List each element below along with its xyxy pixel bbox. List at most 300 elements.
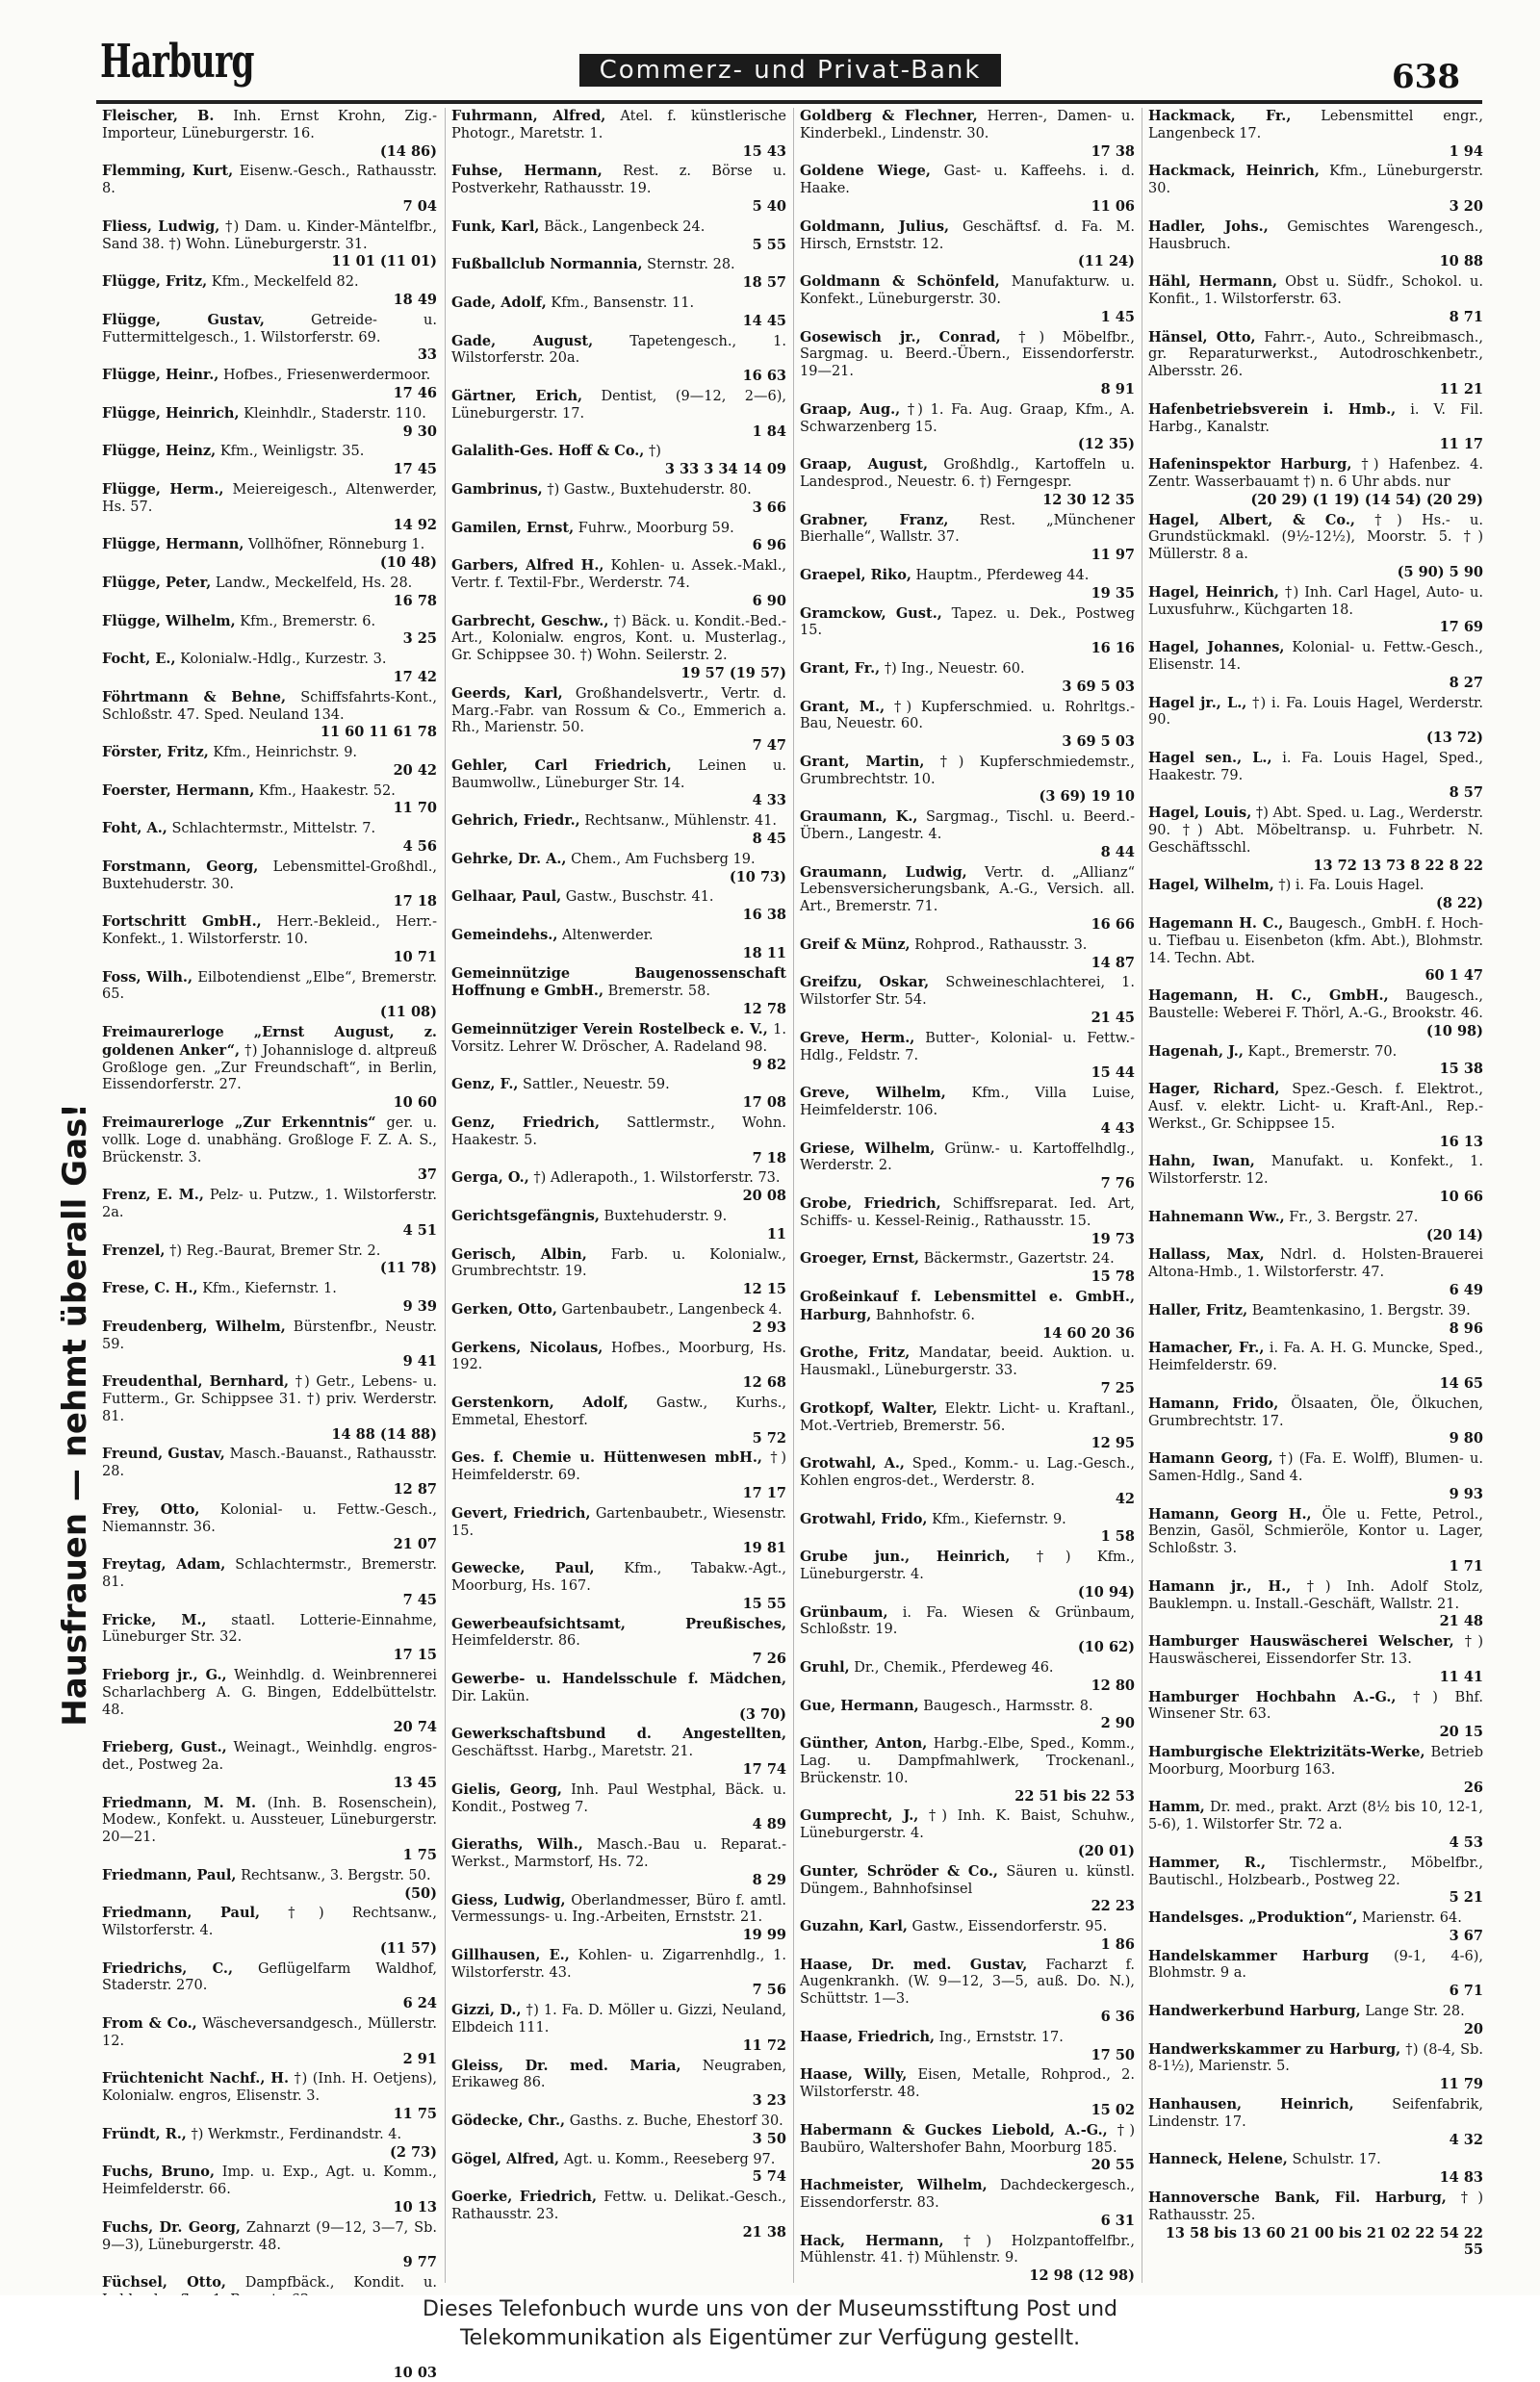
- entry-phone-numbers: 8 27: [1449, 674, 1483, 691]
- entry-details: Schlachtermstr., Bremerstr. 81.: [102, 1557, 437, 1590]
- entry-details: Eisen, Metalle, Rohprod., 2. Wilstorferstr. 48.: [800, 2067, 1135, 2101]
- directory-entry: [1148, 1578, 1483, 1630]
- entry-phone-numbers: 9 82: [752, 1056, 786, 1073]
- directory-entry: [102, 1905, 437, 1957]
- entry-phone-numbers: 8 71: [1449, 308, 1483, 325]
- entry-phone-numbers: 12 30 12 35: [1042, 491, 1135, 508]
- entry-phone-numbers: 19 57 (19 57): [680, 664, 786, 681]
- entry-details: Dr., Chemik., Pferdeweg 46.: [854, 1659, 1054, 1676]
- directory-entry: [102, 536, 437, 572]
- entry-details: Bahnhofstr. 6.: [875, 1307, 975, 1323]
- entry-details: †): [648, 444, 661, 460]
- entry-name: Freimaurerloge „Zur Erkenntnis“: [102, 1114, 376, 1132]
- entry-details: †) Hs.- u. Grundstückmakl. (9½-12½), Moorstr. 5. †) Müllerstr. 8 a.: [1148, 512, 1484, 563]
- directory-entry: [800, 273, 1135, 325]
- entry-details: Rohprod., Rathausstr. 3.: [914, 936, 1088, 953]
- entry-phone-numbers: 16 16: [1091, 640, 1135, 657]
- entry-details: Kleinhdlr., Staderstr. 110.: [244, 405, 426, 422]
- entry-details: †) (8-4, Sb. 8-1½), Marienstr. 5.: [1148, 2041, 1483, 2075]
- directory-entry: [102, 1867, 437, 1903]
- entry-details: Baugesch., Baustelle: Weberei F. Thörl, A.-G., Brookstr. 46.: [1148, 988, 1483, 1022]
- entry-name: Freund, Gustav,: [102, 1446, 225, 1463]
- entry-phone-numbers: 7 56: [752, 1982, 786, 1999]
- entry-name: Gruhl,: [800, 1658, 850, 1676]
- entry-details: †) Hafenbez. 4. Zentr. Wasserbauamt †) n. 6 Uhr abds. nur: [1148, 457, 1483, 490]
- entry-phone-numbers: 1 94: [1449, 142, 1483, 160]
- entry-name: Grotwahl, Frido,: [800, 1510, 928, 1527]
- entry-details: Pelz- u. Putzw., 1. Wilstorferstr. 2a.: [102, 1188, 438, 1221]
- entry-name: Giess, Ludwig,: [451, 1891, 566, 1908]
- directory-entry: [102, 782, 437, 818]
- entry-name: Fricke, M.,: [102, 1611, 207, 1628]
- entry-name: Goldmann, Julius,: [800, 218, 950, 235]
- entry-name: Gizzi, D.,: [451, 2002, 522, 2019]
- entry-details: Dir. Lakün.: [451, 1688, 530, 1704]
- entry-details: Sattler., Neuestr. 59.: [523, 1077, 670, 1093]
- entry-phone-numbers: 6 24: [402, 1995, 437, 2012]
- directory-entry: [1148, 2096, 1483, 2148]
- entry-phone-numbers: 22 23: [1091, 1898, 1135, 1915]
- entry-name: Haase, Willy,: [800, 2066, 908, 2084]
- entry-details: Sargmag., Tischl. u. Beerd.-Übern., Langestr. 4.: [800, 809, 1136, 843]
- entry-name: Hamann, Georg H.,: [1148, 1505, 1312, 1523]
- entry-details: i. Fa. Wiesen & Grünbaum, Schloßstr. 19.: [800, 1604, 1136, 1638]
- entry-name: Focht, E.,: [102, 651, 176, 668]
- entry-details: i. Fa. Louis Hagel, Sped., Haakestr. 79.: [1148, 750, 1483, 783]
- directory-entry: [102, 2219, 437, 2271]
- entry-name: Flügge, Herm.,: [102, 480, 224, 498]
- entry-name: Gemeinnützige Baugenossenschaft Hoffnung e GmbH.,: [451, 964, 786, 1000]
- entry-name: Hanneck, Helene,: [1148, 2151, 1288, 2168]
- entry-phone-numbers: (10 73): [729, 868, 786, 885]
- directory-entry: [800, 808, 1135, 860]
- entry-phone-numbers: 12 95: [1091, 1435, 1135, 1452]
- directory-entry: [800, 1140, 1135, 1192]
- entry-phone-numbers: 1 58: [1100, 1528, 1135, 1546]
- entry-name: Gunter, Schröder & Co.,: [800, 1862, 998, 1880]
- directory-entry: [451, 2151, 786, 2187]
- entry-details: Masch.-Bauanst., Rathausstr. 28.: [102, 1447, 438, 1480]
- entry-details: Butter-, Kolonial- u. Fettw.-Hdlg., Feldstr. 7.: [800, 1030, 1135, 1063]
- directory-entry: [102, 2070, 437, 2122]
- entry-details: Geflügelfarm Waldhof, Staderstr. 270.: [102, 1960, 437, 1994]
- entry-phone-numbers: 7 47: [752, 737, 786, 755]
- entry-details: Tischlermstr., Möbelfbr., Bautischl., Holzbearb., Postweg 22.: [1148, 1855, 1484, 1888]
- entry-details: Großhdlg., Kartoffeln u. Landesprod., Neuestr. 6. †) Ferngespr.: [800, 457, 1135, 490]
- entry-details: Baugesch., GmbH. f. Hoch- u. Tiefbau u. Eisenbeton (kfm. Abt.), Blohmstr. 14. Techn. Abt.: [1148, 916, 1484, 966]
- entry-details: Manufakturw. u. Konfekt., Lüneburgerstr. 30.: [800, 274, 1136, 307]
- directory-entry: [1148, 1043, 1483, 1079]
- directory-entry: [800, 1400, 1135, 1452]
- entry-details: (9-1, 4-6), Blohmstr. 9 a.: [1148, 1948, 1484, 1982]
- directory-entry: [102, 1556, 437, 1608]
- entry-details: †) Kupferschmied. u. Rohrltgs.-Bau, Neuestr. 60.: [800, 699, 1135, 732]
- directory-entry: [1148, 2003, 1483, 2038]
- entry-details: Schiffsreparat. Ied. Art, Schiffs- u. Kessel-Reinig., Rathausstr. 15.: [800, 1196, 1135, 1229]
- entry-name: Föhrtmann & Behne,: [102, 688, 287, 705]
- entry-name: Haase, Dr. med. Gustav,: [800, 1956, 1028, 1973]
- directory-entry: [1148, 2151, 1483, 2187]
- entry-details: Hofbes., Moorburg, Hs. 192.: [451, 1340, 786, 1373]
- directory-entry: [451, 2002, 786, 2054]
- entry-name: Gemeinnütziger Verein Rostelbeck e. V.,: [451, 1021, 768, 1038]
- directory-entry: [800, 1511, 1135, 1547]
- entry-details: †) 1. Fa. Aug. Graap, Kfm., A. Schwarzenberg 15.: [800, 401, 1136, 435]
- entry-details: Kolonial- u. Fettw.-Gesch., Elisenstr. 14.: [1148, 640, 1483, 673]
- entry-details: Kohlen- u. Zigarrenhdlg., 1. Wilstorferstr. 43.: [451, 1947, 786, 1981]
- entry-phone-numbers: 17 38: [1091, 142, 1135, 160]
- entry-details: Kfm., Kiefernstr. 1.: [202, 1281, 337, 1297]
- entry-phone-numbers: (2 73): [389, 2143, 437, 2161]
- entry-details: Leinen u. Baumwollw., Lüneburger Str. 14.: [451, 757, 786, 791]
- entry-details: Grünw.- u. Kartoffelhdlg., Werderstr. 2.: [800, 1140, 1135, 1174]
- entry-phone-numbers: 16 78: [393, 592, 437, 609]
- entry-phone-numbers: 19 99: [742, 1927, 786, 1944]
- directory-entry: [1148, 218, 1483, 270]
- entry-phone-numbers: 5 21: [1449, 1889, 1483, 1907]
- entry-details: Harbg.-Elbe, Sped., Komm., Lag. u. Dampfmahlwerk, Trockenanl., Brückenstr. 10.: [800, 1736, 1135, 1786]
- entry-name: Gue, Hermann,: [800, 1697, 919, 1714]
- entry-details: †) Inh. Adolf Stolz, Bauklempn. u. Install.-Geschäft, Wallstr. 21.: [1148, 1578, 1483, 1612]
- entry-details: Altenwerder.: [562, 928, 654, 944]
- directory-entry: [451, 1560, 786, 1612]
- directory-entry: [102, 820, 437, 856]
- entry-details: Sattlermstr., Wohn. Haakestr. 5.: [451, 1115, 786, 1148]
- entry-phone-numbers: 17 46: [393, 384, 437, 401]
- entry-details: Elektr. Licht- u. Kraftanl., Mot.-Vertrieb, Bremerstr. 56.: [800, 1400, 1135, 1434]
- entry-details: Manufakt. u. Konfekt., 1. Wilstorferstr. 12.: [1148, 1154, 1483, 1188]
- directory-entry: [102, 744, 437, 780]
- entry-details: Großhandelsvertr., Vertr. d. Marg.-Fabr. van Rossum & Co., Emmerich a. Rh., Marienstr. 50.: [451, 685, 786, 736]
- entry-details: Buxtehuderstr. 9.: [603, 1209, 728, 1225]
- entry-name: Grant, Fr.,: [800, 659, 881, 677]
- directory-entry: [102, 1612, 437, 1664]
- entry-details: Eilbotendienst „Elbe“, Bremerstr. 65.: [102, 969, 438, 1003]
- entry-name: Flügge, Hermann,: [102, 536, 244, 553]
- entry-details: Heimfelderstr. 86.: [451, 1633, 580, 1650]
- entry-phone-numbers: 15 78: [1091, 1268, 1135, 1286]
- entry-details: Weinhdlg. d. Weinbrennerei Scharlachberg A. G. Bingen, Eddelbüttelstr. 48.: [102, 1667, 437, 1718]
- entry-details: Kfm., Weinligstr. 35.: [219, 444, 365, 460]
- entry-details: Geschäftsst. Harbg., Maretstr. 21.: [451, 1744, 694, 1760]
- entry-details: Gartenbaubetr., Wiesenstr. 15.: [451, 1505, 786, 1539]
- entry-details: Fettw. u. Delikat.-Gesch., Rathausstr. 23.: [451, 2190, 787, 2223]
- entry-details: Herr.-Bekleid., Herr.-Konfekt., 1. Wilstorferstr. 10.: [102, 914, 438, 948]
- entry-details: †) Kfm., Lüneburgerstr. 4.: [800, 1550, 1136, 1582]
- directory-entry: [451, 613, 786, 682]
- entry-details: Inh. Paul Westphal, Bäck. u. Kondit., Postweg 7.: [451, 1781, 787, 1815]
- entry-name: Freytag, Adam,: [102, 1556, 226, 1574]
- entry-details: Tapez. u. Dek., Postweg 15.: [800, 605, 1136, 639]
- entry-phone-numbers: 14 60 20 36: [1042, 1324, 1135, 1342]
- entry-details: Bäckermstr., Gazertstr. 24.: [923, 1251, 1115, 1268]
- entry-phone-numbers: (3 69) 19 10: [1039, 788, 1135, 806]
- entry-name: Flügge, Fritz,: [102, 273, 208, 291]
- entry-phone-numbers: (12 35): [1077, 436, 1135, 453]
- entry-name: Grotkopf, Walter,: [800, 1399, 937, 1417]
- entry-details: Bremerstr. 58.: [607, 984, 710, 1000]
- directory-entry: [451, 1208, 786, 1243]
- directory-entry: [1148, 2190, 1483, 2259]
- entry-details: Gastw., Eissendorferstr. 95.: [911, 1919, 1108, 1935]
- directory-entry: [800, 1455, 1135, 1507]
- directory-entry: [451, 1246, 786, 1298]
- entry-phone-numbers: 17 50: [1091, 2046, 1135, 2063]
- entry-details: Kohlen- u. Assek.-Makl., Vertr. f. Textil-Fbr., Werderstr. 74.: [451, 558, 787, 591]
- directory-entry: [800, 1345, 1135, 1396]
- entry-details: Tapetengesch., 1. Wilstorferstr. 20a.: [451, 333, 787, 367]
- entry-phone-numbers: 7 26: [752, 1651, 786, 1668]
- entry-name: Hanhausen, Heinrich,: [1148, 2096, 1354, 2113]
- entry-name: Greifzu, Oskar,: [800, 974, 930, 991]
- entry-details: Sternstr. 28.: [647, 257, 735, 273]
- entry-name: Gumprecht, J.,: [800, 1807, 919, 1825]
- side-advert-text: Hausfrauen — nehmt überall Gas!: [56, 1103, 94, 1727]
- entry-phone-numbers: (10 98): [1425, 1022, 1483, 1039]
- entry-name: Hallass, Max,: [1148, 1246, 1265, 1264]
- directory-entry: [451, 108, 786, 160]
- entry-name: Gillhausen, E.,: [451, 1946, 570, 1963]
- entry-details: Dr. med., prakt. Arzt (8½ bis 10, 12-1, 5-6), 1. Wilstorfer Str. 72 a.: [1148, 1800, 1483, 1833]
- directory-entry: [451, 1947, 786, 1999]
- entry-name: Fleischer, B.: [102, 108, 215, 124]
- directory-entry: [451, 1505, 786, 1557]
- entry-phone-numbers: 14 83: [1439, 2169, 1483, 2187]
- entry-details: Meiereigesch., Altenwerder, Hs. 57.: [102, 481, 437, 515]
- entry-name: Gewerbe- u. Handelsschule f. Mädchen,: [451, 1670, 786, 1687]
- entry-name: Gögel, Alfred,: [451, 2150, 560, 2167]
- entry-name: Handwerkerbund Harburg,: [1148, 2003, 1361, 2020]
- directory-entry: [1148, 805, 1483, 874]
- entry-phone-numbers: 9 30: [402, 423, 437, 440]
- entry-phone-numbers: 11 06: [1091, 197, 1135, 215]
- entry-phone-numbers: 7 25: [1100, 1379, 1135, 1396]
- entry-phone-numbers: 17 69: [1439, 619, 1483, 636]
- entry-details: †) 1. Fa. D. Möller u. Gizzi, Neuland, Elbdeich 111.: [451, 2003, 787, 2036]
- directory-entry: [800, 1957, 1135, 2026]
- directory-entry: [102, 218, 437, 270]
- entry-name: Greve, Herm.,: [800, 1029, 915, 1046]
- directory-entry: [451, 1395, 786, 1447]
- directory-entry: [102, 689, 437, 741]
- entry-phone-numbers: 20 74: [393, 1719, 437, 1736]
- entry-phone-numbers: 7 45: [402, 1591, 437, 1608]
- entry-name: Gleiss, Dr. med. Maria,: [451, 2057, 681, 2074]
- entry-name: Gosewisch jr., Conrad,: [800, 328, 1001, 346]
- directory-entry: [102, 405, 437, 441]
- entry-name: Greif & Münz,: [800, 935, 911, 953]
- entry-name: Hagel, Johannes,: [1148, 639, 1285, 656]
- entry-details: Dentist, (9—12, 2—6), Lüneburgerstr. 17.: [451, 388, 786, 422]
- directory-entry: [800, 660, 1135, 696]
- directory-entry: [451, 2058, 786, 2110]
- entry-phone-numbers: 8 44: [1100, 843, 1135, 860]
- entry-phone-numbers: 9 93: [1449, 1485, 1483, 1502]
- entry-phone-numbers: 7 18: [752, 1149, 786, 1166]
- directory-entry: [102, 273, 437, 309]
- footer-note: [0, 2295, 1540, 2360]
- entry-phone-numbers: 2 90: [1100, 1715, 1135, 1732]
- directory-entry: [102, 108, 437, 160]
- directory-entry: [800, 1250, 1135, 1286]
- entry-details: Zahnarzt (9—12, 3—7, Sb. 9—3), Lüneburgerstr. 48.: [102, 2219, 438, 2253]
- entry-phone-numbers: 12 80: [1091, 1677, 1135, 1694]
- directory-entry: [1148, 1744, 1483, 1796]
- directory-entry: [1148, 695, 1483, 747]
- entry-name: Frieberg, Gust.,: [102, 1739, 227, 1756]
- entry-details: Herren-, Damen- u. Kinderbekl., Lindenstr. 30.: [800, 109, 1135, 141]
- entry-phone-numbers: 11 41: [1439, 1668, 1483, 1685]
- directory-entry: [451, 757, 786, 809]
- entry-details: Baugesch., Harmsstr. 8.: [923, 1698, 1093, 1714]
- entry-name: Goerke, Friedrich,: [451, 2189, 598, 2206]
- entry-details: †) Holzpantoffelfbr., Mühlenstr. 41. †) Mühlenstr. 9.: [800, 2233, 1135, 2267]
- entry-phone-numbers: (20 01): [1077, 1842, 1135, 1859]
- entry-phone-numbers: 18 57: [742, 274, 786, 292]
- entry-phone-numbers: 5 74: [752, 2168, 786, 2186]
- directory-entry: [451, 1340, 786, 1392]
- directory-entry: [102, 1667, 437, 1736]
- entry-name: Fründt, R.,: [102, 2125, 187, 2142]
- entry-name: Gamilen, Ernst,: [451, 519, 575, 536]
- entry-name: Graap, August,: [800, 456, 928, 474]
- entry-details: Marienstr. 64.: [1362, 1910, 1462, 1927]
- directory-entry: [1148, 1855, 1483, 1907]
- directory-entry: [451, 1076, 786, 1112]
- footer-line-2: Telekommunikation als Eigentümer zur Verfügung gestellt.: [459, 2326, 1081, 2350]
- directory-entry: [800, 974, 1135, 1026]
- directory-entry: [800, 1863, 1135, 1915]
- entry-name: Gelhaar, Paul,: [451, 888, 562, 906]
- entry-name: Handelsges. „Produktion“,: [1148, 1909, 1358, 1927]
- entry-name: Friedmann, Paul,: [102, 1866, 237, 1883]
- entry-details: †) i. Fa. Louis Hagel, Werderstr. 90.: [1148, 695, 1484, 729]
- entry-name: Flügge, Heinrich,: [102, 404, 240, 422]
- directory-entry: [800, 754, 1135, 806]
- entry-phone-numbers: 10 13: [393, 2199, 437, 2216]
- entry-name: Gärtner, Erich,: [451, 387, 583, 404]
- directory-entry: [1148, 1302, 1483, 1338]
- directory-entry: [451, 1892, 786, 1944]
- entry-phone-numbers: (8 22): [1435, 895, 1483, 912]
- entry-details: Spez.-Gesch. f. Elektrot., Ausf. v. elektr. Licht- u. Kraft-Anl., Rep.-Werkst., Gr. Schippsee 15.: [1148, 1082, 1484, 1132]
- entry-phone-numbers: 18 11: [742, 944, 786, 961]
- directory-entry: [102, 1024, 437, 1112]
- entry-name: Grant, Martin,: [800, 753, 925, 770]
- directory-entry: [102, 969, 437, 1021]
- entry-details: Ing., Ernststr. 17.: [938, 2029, 1064, 2045]
- entry-details: †) Baubüro, Waltershofer Bahn, Moorburg 185.: [800, 2122, 1136, 2156]
- entry-name: Funk, Karl,: [451, 218, 540, 235]
- entry-phone-numbers: 21 07: [393, 1536, 437, 1553]
- entry-details: Landw., Meckelfeld, Hs. 28.: [215, 575, 413, 591]
- entry-name: Handelskammer Harburg: [1148, 1947, 1370, 1964]
- entry-name: Hack, Hermann,: [800, 2232, 944, 2249]
- entry-phone-numbers: 9 41: [402, 1353, 437, 1370]
- entry-phone-numbers: 3 69 5 03: [1062, 733, 1135, 751]
- entry-phone-numbers: (11 08): [379, 1004, 437, 1021]
- entry-details: Oberlandmesser, Büro f. amtl. Vermessungs- u. Ing.-Arbeiten, Ernststr. 21.: [451, 1892, 786, 1926]
- entry-details: Gastw., Kurhs., Emmetal, Ehestorf.: [451, 1395, 786, 1428]
- entry-name: Hafeninspektor Harburg,: [1148, 456, 1352, 474]
- entry-phone-numbers: 6 96: [752, 537, 786, 554]
- entry-name: Großeinkauf f. Lebensmittel e. GmbH., Harburg,: [800, 1289, 1135, 1323]
- entry-phone-numbers: 5 40: [752, 197, 786, 215]
- entry-phone-numbers: 11 21: [1439, 380, 1483, 397]
- directory-entry: [1148, 163, 1483, 215]
- entry-phone-numbers: 14 45: [742, 312, 786, 329]
- entry-details: †) Möbelfbr., Sargmag. u. Beerd.-Übern., Eissendorferstr. 19—21.: [800, 329, 1135, 380]
- entry-name: Hagenah, J.,: [1148, 1042, 1244, 1060]
- entry-phone-numbers: 15 44: [1091, 1064, 1135, 1082]
- entry-name: Fuhrmann, Alfred,: [451, 108, 606, 124]
- entry-name: Hammer, R.,: [1148, 1854, 1267, 1871]
- entry-name: Frenzel,: [102, 1242, 166, 1259]
- directory-entry: [102, 1114, 437, 1184]
- entry-name: Graumann, Ludwig,: [800, 863, 967, 881]
- entry-name: Hackmack, Fr.,: [1148, 108, 1292, 124]
- directory-entry: [800, 605, 1135, 657]
- entry-name: Friedmann, M. M.: [102, 1794, 257, 1811]
- entry-phone-numbers: (3 70): [738, 1705, 786, 1723]
- entry-name: Hagel, Albert, & Co.,: [1148, 511, 1355, 528]
- entry-details: Gastw., Buschstr. 41.: [565, 889, 714, 906]
- entry-phone-numbers: 8 57: [1449, 784, 1483, 802]
- page-header: [0, 0, 1540, 106]
- directory-entry: [800, 699, 1135, 751]
- directory-entry: [1148, 987, 1483, 1039]
- entry-name: Foss, Wilh.,: [102, 968, 193, 986]
- directory-entry: [102, 575, 437, 610]
- directory-entry: [102, 913, 437, 965]
- entry-details: †) Rechtsanw., Wilstorferstr. 4.: [102, 1906, 438, 1939]
- entry-phone-numbers: (10 62): [1077, 1639, 1135, 1656]
- entry-name: Fliess, Ludwig,: [102, 218, 220, 235]
- entry-details: Hauptm., Pferdeweg 44.: [915, 567, 1090, 583]
- entry-phone-numbers: 10 60: [393, 1094, 437, 1112]
- entry-phone-numbers: 20 08: [742, 1188, 786, 1205]
- entry-details: Gartenbaubetr., Langenbeck 4.: [561, 1302, 783, 1318]
- entry-details: Rest. „Münchener Bierhalle“, Wallstr. 37.: [800, 512, 1136, 546]
- entry-details: Schulstr. 17.: [1292, 2152, 1381, 2168]
- directory-entry: [800, 329, 1135, 398]
- entry-name: Flügge, Peter,: [102, 574, 212, 591]
- entry-phone-numbers: 6 90: [752, 592, 786, 609]
- entry-name: Hagel, Heinrich,: [1148, 583, 1279, 601]
- directory-entry: [1148, 401, 1483, 453]
- entry-name: Gielis, Georg,: [451, 1780, 562, 1798]
- entry-name: Hafenbetriebsverein i. Hmb.,: [1148, 400, 1397, 418]
- entry-phone-numbers: 4 89: [752, 1816, 786, 1833]
- entry-details: 1. Vorsitz. Lehrer W. Dröscher, A. Radeland 98.: [451, 1022, 786, 1055]
- entry-name: Gödecke, Chr.,: [451, 2113, 566, 2130]
- entry-phone-numbers: (13 72): [1425, 730, 1483, 747]
- entry-name: Gerstenkorn, Adolf,: [451, 1394, 629, 1411]
- entry-phone-numbers: 12 78: [742, 1001, 786, 1018]
- entry-phone-numbers: 6 31: [1100, 2212, 1135, 2229]
- entry-details: †) (Inh. H. Oetjens), Kolonialw. engros, Elisenstr. 3.: [102, 2071, 437, 2105]
- directory-entry: [1148, 329, 1483, 398]
- entry-details: (Inh. B. Rosenschein), Modew., Konfekt. u. Aussteuer, Lüneburgerstr. 20—21.: [102, 1795, 437, 1846]
- entry-details: Lebensmittel engr., Langenbeck 17.: [1148, 109, 1484, 141]
- entry-name: Hahnemann Ww.,: [1148, 1208, 1285, 1225]
- entry-details: Säuren u. künstl. Düngem., Bahnhofsinsel: [800, 1863, 1136, 1897]
- entry-phone-numbers: (10 48): [379, 554, 437, 572]
- entry-details: Kfm., Haakestr. 52.: [258, 782, 396, 799]
- entry-name: Gerkens, Nicolaus,: [451, 1339, 603, 1356]
- directory-entry: [451, 218, 786, 254]
- entry-phone-numbers: 8 96: [1449, 1319, 1483, 1337]
